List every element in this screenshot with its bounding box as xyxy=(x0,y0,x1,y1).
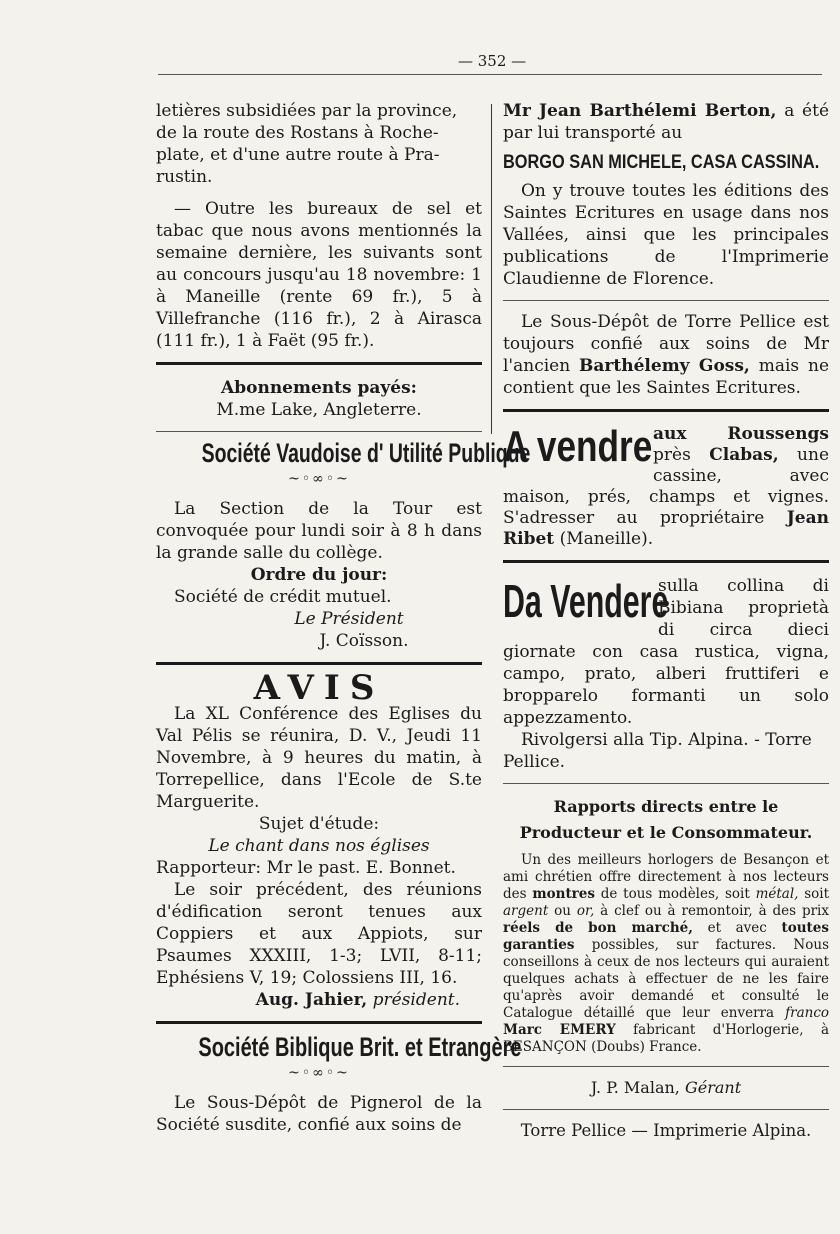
signature-name: Aug. Jahier, xyxy=(255,990,368,1010)
vaudoise-title: Société Vaudoise d' Utilité Publique xyxy=(201,438,531,468)
vendre-title: A vendre xyxy=(503,424,653,471)
vendre-place: (Maneille). xyxy=(559,529,654,549)
vaudoise-body: La Section de la Tour est convoquée pour lundi soir à 8 h dans la grande salle du collège. xyxy=(156,499,482,563)
rapports-body xyxy=(503,852,829,1056)
gerant-role: Gérant xyxy=(684,1078,742,1097)
abonnements-entry: M.me Lake, Angleterre. xyxy=(216,400,422,420)
berton-paragraph xyxy=(503,100,829,144)
intro-line: de la route des Rostans à Roche- xyxy=(156,123,439,143)
biblique-body: Le Sous-Dépôt de Pignerol de la Société susdite, confié aux soins de xyxy=(156,1093,482,1135)
rapports-montres: montres xyxy=(532,886,595,902)
imprimerie-line: Torre Pellice — Imprimerie Alpina. xyxy=(520,1121,812,1140)
torre-goss: Barthélemy Goss, xyxy=(579,356,750,376)
rapports-text: soit xyxy=(804,886,830,902)
rapports-text: et avec xyxy=(707,920,767,936)
abonnements-title: Abonnements payés: xyxy=(221,378,417,398)
page-number: — 352 — xyxy=(458,52,527,70)
section-rule xyxy=(156,362,482,365)
rapports-or: or, xyxy=(576,903,595,919)
ornament-icon: ~◦∞◦~ xyxy=(288,1065,350,1081)
section-rule xyxy=(156,662,482,665)
intro-line: letières subsidiées par la province, xyxy=(156,101,458,121)
section-rule xyxy=(503,300,829,301)
president-name: J. Coïsson. xyxy=(319,631,409,651)
vendre-clabas: Clabas, xyxy=(709,445,779,465)
top-rule xyxy=(158,74,822,75)
vendre-pres: près xyxy=(653,445,691,465)
section-rule xyxy=(503,1066,829,1067)
section-rule xyxy=(503,560,829,563)
borgo-heading: BORGO SAN MICHELE, CASA CASSINA. xyxy=(503,152,820,173)
avis-body: La XL Conférence des Eglises du Val Pélis se réunira, D. V., Jeudi 11 Novembre, à 9 heures du matin, à Torrepellice, dans l'Ecole de S.te Marguerite. xyxy=(156,704,482,812)
ordre-title: Ordre du jour: xyxy=(250,565,388,585)
avis-title: AVIS xyxy=(253,668,385,708)
da-vendere-contact: Rivolgersi alla Tip. Alpina. - Torre Pellice. xyxy=(503,730,812,772)
intro-line: plate, et d'une autre route à Pra- xyxy=(156,145,440,165)
ornament-icon: ~◦∞◦~ xyxy=(288,471,350,487)
gerant-name: J. P. Malan, xyxy=(590,1078,680,1097)
rapports-text: possibles, sur factures. Nous conseillons à ceux de nos lecteurs qui auraient quelques achats à effectuer de ne les faire qu'après avoir demandé et consulté le Catalogue détaillé que leur enverra xyxy=(503,937,829,1021)
sujet-text: Le chant dans nos églises xyxy=(208,836,430,856)
torre-paragraph xyxy=(503,311,829,399)
rapports-franco: franco xyxy=(785,1005,830,1021)
intro-line: rustin. xyxy=(156,167,213,187)
vendre-rousseng: aux Roussengs xyxy=(653,424,829,444)
section-rule xyxy=(156,1021,482,1024)
rapports-reels: réels de bon marché, xyxy=(503,920,693,936)
vendre-ad xyxy=(503,424,829,550)
rapports-argent: argent xyxy=(503,903,549,919)
torre-end: mais ne contient que les Saintes Ecritures. xyxy=(503,356,830,398)
rapports-text: à clef ou à remontoir, à des prix xyxy=(600,903,829,919)
vendre-une: une xyxy=(797,445,829,465)
berton-rest: a été par lui transporté au xyxy=(503,101,830,143)
bureaux-paragraph: — Outre les bureaux de sel et tabac que nous avons mentionnés la semaine dernière, les suivants sont au concours jusqu'au 18 novembre: 1 à Maneille (rente 69 fr.), 5 à Villefranche (116 fr.), 2 à Airasca (111 fr.), 1 à Faët (95 fr.). xyxy=(156,199,482,351)
vendre-body: cassine, avec maison, prés, champs et vignes. S'adresser au propriétaire xyxy=(503,466,829,528)
rapports-text: Un des meilleurs horlogers de Besançon et ami chrétien offre directement à nos lecteurs des xyxy=(503,852,829,902)
rapports-garanties: toutes garanties xyxy=(503,920,829,953)
section-rule xyxy=(503,409,829,412)
rapports-text: ou xyxy=(554,903,571,919)
gerant-line xyxy=(503,1077,829,1099)
rapports-text: fabricant d'Horlogerie, à BESANÇON (Doubs) France. xyxy=(503,1022,829,1055)
rapports-emery: Marc EMERY xyxy=(503,1022,616,1038)
da-vendere-title: Da Vendere xyxy=(503,575,669,627)
section-rule xyxy=(503,1109,829,1110)
right-column xyxy=(503,100,829,1142)
rapports-metal: métal, xyxy=(755,886,799,902)
sujet-title: Sujet d'étude: xyxy=(258,814,380,834)
torre-start: Le Sous-Dépôt de Torre Pellice est toujours confié aux soins de Mr l'ancien xyxy=(503,312,829,376)
column-divider xyxy=(491,104,492,434)
ordre-item: Société de crédit mutuel. xyxy=(174,587,392,607)
soir-paragraph: Le soir précédent, des réunions d'édification seront tenues aux Coppiers et aux Appiots, sur Psaumes XXXIII, 1-3; LVII, 8-11; Ephésiens V, 19; Colossiens III, 16. xyxy=(156,880,482,988)
biblique-title: Société Biblique Brit. et Etrangère xyxy=(198,1032,522,1062)
da-vendere-body: sulla collina di Bibiana proprietà di circa dieci giornate con casa rustica, vigna, campo, prato, alberi fruttiferi e bropparelo formanti un solo appezzamento. xyxy=(503,576,829,728)
rapports-title: Rapports directs entre le Producteur et le Consommateur. xyxy=(519,797,813,842)
president-label: Le Président xyxy=(294,609,404,629)
da-vendere-ad xyxy=(503,575,829,773)
rapports-text: de tous modèles, soit xyxy=(600,886,750,902)
intro-paragraph xyxy=(156,100,482,188)
vendre-owner: Jean Ribet xyxy=(503,508,829,549)
section-rule xyxy=(156,431,482,432)
berton-name: Mr Jean Barthélemi Berton, xyxy=(503,101,777,121)
section-rule xyxy=(503,783,829,784)
trouve-paragraph: On y trouve toutes les éditions des Saintes Ecritures en usage dans nos Vallées, ainsi que les principales publications de l'Imprimerie Claudienne de Florence. xyxy=(503,181,829,289)
rapporteur: Rapporteur: Mr le past. E. Bonnet. xyxy=(156,858,456,878)
signature xyxy=(156,989,482,1011)
signature-role: président. xyxy=(372,990,460,1010)
